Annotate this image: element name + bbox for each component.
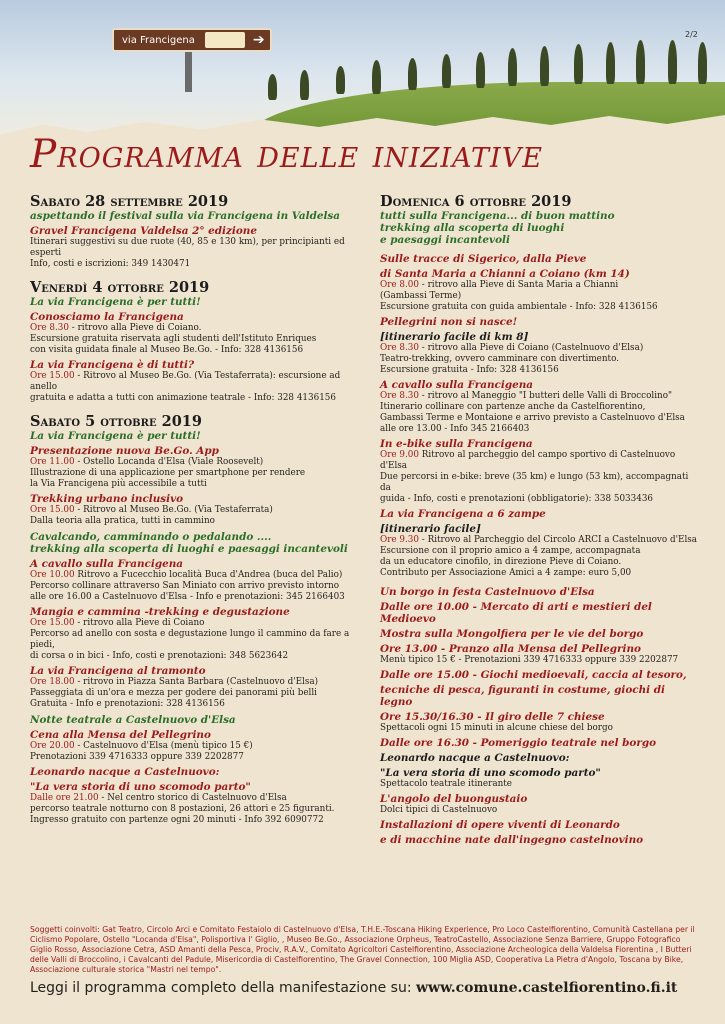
cypress-tree [476, 52, 485, 88]
event-detail: - ritrovo al Maneggio "I butteri delle Valli di Broccolino" [419, 391, 673, 401]
page-title: Programma delle iniziative [30, 132, 543, 177]
pilgrim-icon [205, 32, 245, 48]
event-title: Leonardo nacque a Castelnuovo: [30, 766, 220, 778]
section-subtitle: La via Francigena è per tutti! [30, 430, 201, 442]
sponsors-text: Soggetti coinvolti: Gat Teatro, Circolo Arci e Comitato Festaiolo di Castelnuovo d'Elsa, T.H.E.-Toscana Hiking Experience, Pro Loco Castelfiorentino, Comunità Castellana per il Ciclismo Popolare, Ostello "Locanda d'Elsa", Polisportiva I' Giglio, , Museo Be.Go., Associazione Orpheus, TeatroCastello, Associazione Senza Barriere, Gruppo Fotografico Giglio Rosso, Associazione Cetra, ASD Amanti della Pesca, Prociv, R.A.V., Comitato Agricoltori Castelfiorentino, Associazione Archeologica della Valdelsa Fiorentina , I Butteri delle Valli di Broccolino, i Cavalcanti del Padule, Misericordia di Castelfiorentino, The Gravel Connection, 100 Miglia ASD, Cooperativa La Pietra d'Angolo, Toscana by Bike, Associazione culturale storica "Mastri nel tempo". [30, 925, 695, 974]
event-time-line [380, 391, 700, 402]
event-description: Spettacoli ogni 15 minuti in alcune chiese del borgo [380, 723, 613, 733]
event-title: "La vera storia di uno scomodo parto" [380, 767, 601, 779]
event-time: Ore 8.30 [380, 343, 420, 353]
spacer [30, 270, 360, 274]
event-time-line [380, 450, 700, 472]
event-title: Un borgo in festa Castelnuovo d'Elsa [380, 586, 595, 598]
event-detail: Ritrovo a Fucecchio località Buca d'Andrea (buca del Palio) [74, 570, 343, 580]
event-title: Ore 15.30/16.30 - Il giro delle 7 chiese [380, 711, 605, 723]
event-title: Pellegrini non si nasce! [380, 316, 518, 328]
event-time-line [30, 741, 360, 752]
event-time: Ore 8.30 [380, 391, 420, 401]
event-title: [itinerario facile di km 8] [380, 331, 529, 343]
event-time: Ore 11.00 [30, 457, 75, 467]
event-title: Dalle ore 10.00 - Mercato di arti e mestieri del Medioevo [380, 601, 652, 625]
spacer [380, 579, 700, 583]
event-title: La via Francigena è di tutti? [30, 359, 195, 371]
day-heading: Venerdì 4 ottobre 2019 [30, 279, 210, 296]
section-subtitle: Cavalcando, camminando o pedalando .... [30, 531, 272, 543]
event-description: Prenotazioni 339 4716333 oppure 339 2202877 [30, 752, 244, 762]
arrow-right-icon: ➔ [252, 32, 265, 48]
event-detail: - Ritrovo al Museo Be.Go. (Via Testaferrata): escursione ad anello [30, 371, 341, 392]
event-description: (Gambassi Terme) [380, 291, 462, 301]
event-description: Gratuita - Info e prenotazioni: 328 4136156 [30, 699, 225, 709]
event-description: Percorso ad anello con sosta e degustazione lungo il cammino da fare a piedi, [30, 629, 350, 650]
event-detail: - Ostello Locanda d'Elsa (Viale Roosevelt) [74, 457, 264, 467]
event-detail: - Ritrovo al Museo Be.Go. (Via Testaferrata) [74, 505, 273, 515]
event-title: A cavallo sulla Francigena [30, 558, 183, 570]
website-line [30, 980, 700, 996]
event-description: gratuita e adatta a tutti con animazione teatrale - Info: 328 4136156 [30, 393, 337, 403]
day-heading: Sabato 28 settembre 2019 [30, 193, 229, 210]
cypress-tree [442, 54, 451, 88]
event-title: Gravel Francigena Valdelsa 2° edizione [30, 225, 257, 237]
event-detail: Ritrovo al parcheggio del campo sportivo di Castelnuovo d'Elsa [380, 450, 676, 471]
event-time: Ore 10.00 [30, 570, 75, 580]
section-subtitle: trekking alla scoperta di luoghi [380, 222, 565, 234]
event-title: Conosciamo la Francigena [30, 311, 184, 323]
event-time: Ore 20.00 [30, 741, 75, 751]
event-description: Escursione gratuita con guida ambientale - Info: 328 4136156 [380, 302, 658, 312]
cypress-tree [540, 46, 549, 86]
cypress-tree [574, 44, 583, 84]
cypress-tree [268, 74, 277, 100]
event-title: Installazioni di opere viventi di Leonardo [380, 819, 620, 831]
event-description: percorso teatrale notturno con 8 postazioni, 26 attori e 25 figuranti. [30, 804, 335, 814]
event-time-line [380, 343, 700, 354]
event-description: alle ore 16.00 a Castelnuovo d'Elsa - Info e prenotazioni: 345 2166403 [30, 592, 345, 602]
event-description: Dolci tipici di Castelnuovo [380, 805, 498, 815]
section-subtitle: aspettando il festival sulla via Francigena in Valdelsa [30, 210, 340, 222]
event-time: Ore 15.00 [30, 618, 75, 628]
event-time: Ore 15.00 [30, 371, 75, 381]
section-subtitle: La via Francigena è per tutti! [30, 296, 201, 308]
event-title: L'angolo del buongustaio [380, 793, 528, 805]
right-column [380, 188, 700, 846]
event-detail: - ritrovo alla Pieve di Coiano [74, 618, 205, 628]
event-title: Dalle ore 16.30 - Pomeriggio teatrale nel borgo [380, 737, 657, 749]
event-description: da un educatore cinofilo, in direzione Pieve di Coiano. [380, 557, 622, 567]
event-title: Ore 13.00 - Pranzo alla Mensa del Pellegrino [380, 643, 641, 655]
cypress-tree [606, 42, 615, 84]
event-time: Ore 18.00 [30, 677, 75, 687]
event-description: Menù tipico 15 € - Prenotazioni 339 4716333 oppure 339 2202877 [380, 655, 679, 665]
section-subtitle: trekking alla scoperta di luoghi e paesaggi incantevoli [30, 543, 348, 555]
event-time: Dalle ore 21.00 [30, 793, 99, 803]
event-time-line [30, 793, 360, 804]
event-time: Ore 8.30 [30, 323, 70, 333]
event-description: Teatro-trekking, ovvero camminare con divertimento. [380, 354, 620, 364]
section-subtitle: e paesaggi incantevoli [380, 234, 510, 246]
spacer [380, 246, 700, 250]
event-description: Due percorsi in e-bike: breve (35 km) e lungo (53 km), accompagnati da [380, 472, 689, 493]
section-subtitle: tutti sulla Francigena... di buon mattino [380, 210, 615, 222]
event-description: di corsa o in bici - Info, costi e prenotazioni: 348 5623642 [30, 651, 289, 661]
event-time: Ore 15.00 [30, 505, 75, 515]
cypress-tree [300, 70, 309, 100]
event-description: Passeggiata di un'ora e mezza per godere dei panorami più belli [30, 688, 317, 698]
event-description: la Via Francigena più accessibile a tutti [30, 479, 207, 489]
event-description: Illustrazione di una applicazione per smartphone per rendere [30, 468, 306, 478]
event-description: Info, costi e iscrizioni: 349 1430471 [30, 259, 191, 269]
event-detail: - ritrovo in Piazza Santa Barbara (Castelnuovo d'Elsa) [74, 677, 319, 687]
event-title: Trekking urbano inclusivo [30, 493, 184, 505]
event-description: Dalla teoria alla pratica, tutti in cammino [30, 516, 215, 526]
event-time-line [380, 535, 700, 546]
left-column [30, 188, 360, 826]
event-description: Escursione gratuita riservata agli studenti dell'Istituto Enriques [30, 334, 317, 344]
event-description: Itinerari suggestivi su due ruote (40, 85 e 130 km), per principianti ed esperti [30, 237, 345, 258]
page-number: 2/2 [685, 30, 698, 39]
spacer [30, 404, 360, 408]
event-time-line [30, 323, 360, 334]
event-title: Mangia e cammina -trekking e degustazione [30, 606, 290, 618]
event-title: Cena alla Mensa del Pellegrino [30, 729, 211, 741]
event-title: [itinerario facile] [380, 523, 481, 535]
event-description: Itinerario collinare con partenze anche da Castelfiorentino, [380, 402, 646, 412]
event-title: Presentazione nuova Be.Go. App [30, 445, 219, 457]
event-time-line [30, 570, 360, 581]
cypress-tree [408, 58, 417, 90]
event-title: A cavallo sulla Francigena [380, 379, 533, 391]
event-title: La via Francigena a 6 zampe [380, 508, 546, 520]
event-description: con visita guidata finale al Museo Be.Go. - Info: 328 4136156 [30, 345, 304, 355]
event-description: Contributo per Associazione Amici a 4 zampe: euro 5,00 [380, 568, 632, 578]
event-title: di Santa Maria a Chianni a Coiano (km 14) [380, 268, 630, 280]
event-time-line [30, 371, 360, 393]
event-title: Sulle tracce di Sigerico, dalla Pieve [380, 253, 587, 265]
event-time-line [380, 280, 700, 291]
event-time-line [30, 505, 360, 516]
event-description: Ingresso gratuito con partenze ogni 20 minuti - Info 392 6090772 [30, 815, 324, 825]
cypress-tree [372, 60, 381, 94]
event-description: Escursione gratuita - Info: 328 4136156 [380, 365, 559, 375]
event-description: alle ore 13.00 - Info 345 2166403 [380, 424, 530, 434]
sign-post [185, 52, 192, 92]
event-detail: - ritrovo alla Pieve di Santa Maria a Chianni [419, 280, 619, 290]
event-title: e di macchine nate dall'ingegno castelnovino [380, 834, 644, 846]
event-time-line [30, 618, 360, 629]
event-time: Ore 8.00 [380, 280, 420, 290]
sign-label: via Francigena [122, 34, 195, 46]
cypress-tree [668, 40, 677, 84]
event-title: In e-bike sulla Francigena [380, 438, 533, 450]
event-description: guida - Info, costi e prenotazioni (obbligatorie): 338 5033436 [380, 494, 654, 504]
header-landscape-photo [0, 0, 725, 150]
website-prefix: Leggi il programma completo della manifestazione su: [30, 980, 416, 996]
cypress-tree [508, 48, 517, 86]
day-heading: Sabato 5 ottobre 2019 [30, 413, 202, 430]
event-title: Leonardo nacque a Castelnuovo: [380, 752, 570, 764]
event-description: Spettacolo teatrale itinerante [380, 779, 512, 789]
event-description: Percorso collinare attraverso San Miniato con arrivo previsto intorno [30, 581, 340, 591]
cypress-tree [336, 66, 345, 94]
event-detail: - Castelnuovo d'Elsa (menù tipico 15 €) [74, 741, 253, 751]
event-time-line [30, 457, 360, 468]
event-description: Gambassi Terme e Montaione e arrivo previsto a Castelnuovo d'Elsa [380, 413, 685, 423]
event-time: Ore 9.00 [380, 450, 420, 460]
cypress-tree [636, 40, 645, 84]
event-time: Ore 9.30 [380, 535, 420, 545]
event-title: "La vera storia di uno scomodo parto" [30, 781, 251, 793]
event-title: Mostra sulla Mongolfiera per le vie del borgo [380, 628, 644, 640]
event-title: La via Francigena al tramonto [30, 665, 206, 677]
event-time-line [30, 677, 360, 688]
day-heading: Domenica 6 ottobre 2019 [380, 193, 572, 210]
cypress-tree [698, 42, 707, 84]
event-detail: - ritrovo alla Pieve di Coiano. [69, 323, 202, 333]
event-title: Dalle ore 15.00 - Giochi medioevali, caccia al tesoro, [380, 669, 687, 681]
website-link[interactable]: www.comune.castelfiorentino.fi.it [416, 980, 678, 996]
event-detail: - Nel centro storico di Castelnuovo d'Elsa [98, 793, 287, 803]
event-detail: - ritrovo alla Pieve di Coiano (Castelnuovo d'Elsa) [419, 343, 644, 353]
event-title: tecniche di pesca, figuranti in costume, giochi di legno [380, 684, 665, 708]
section-subtitle: Notte teatrale a Castelnuovo d'Elsa [30, 714, 236, 726]
event-detail: - Ritrovo al Parcheggio del Circolo ARCI a Castelnuovo d'Elsa [419, 535, 698, 545]
event-description: Escursione con il proprio amico a 4 zampe, accompagnata [380, 546, 641, 556]
via-francigena-sign [112, 28, 272, 52]
